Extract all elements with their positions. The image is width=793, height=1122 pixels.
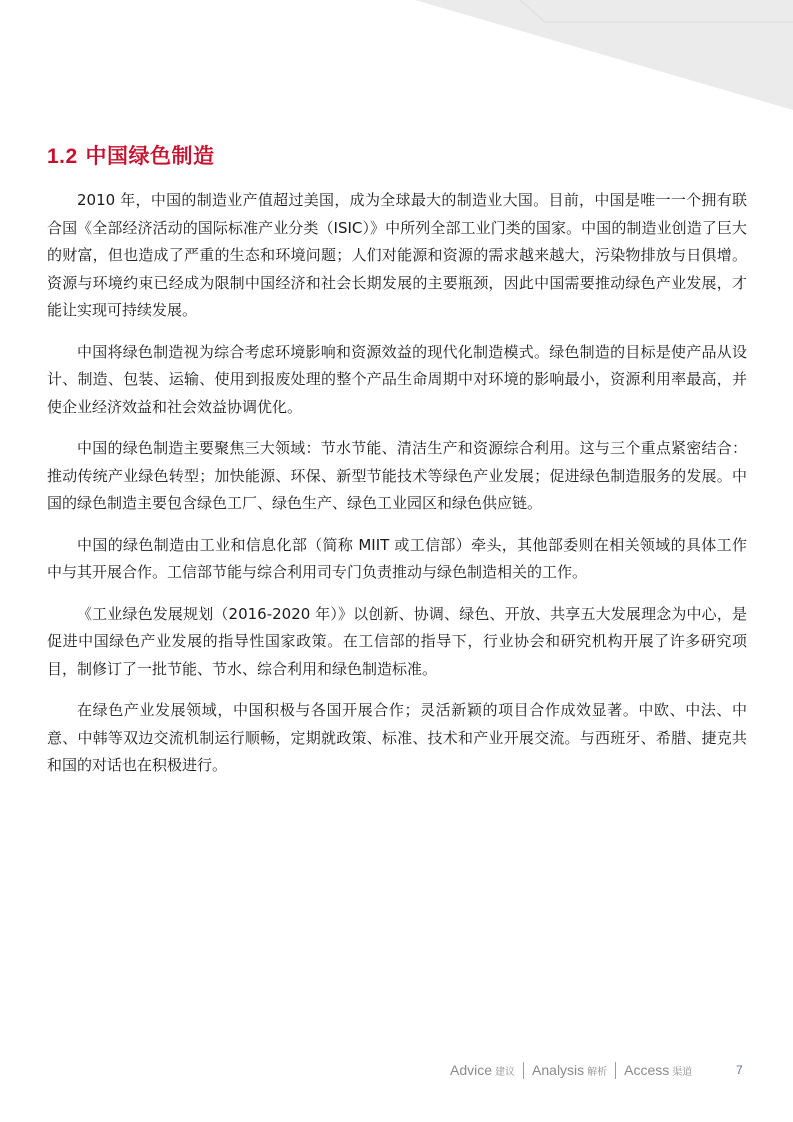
- section-title: 中国绿色制造: [85, 144, 215, 168]
- paragraph: 《工业绿色发展规划（2016-2020 年）》以创新、协调、绿色、开放、共享五大发展理念为中心，是促进中国绿色产业发展的指导性国家政策。在工信部的指导下，行业协会和研究机构开展了许多研究项目，制修订了一批节能、节水、综合利用和绿色制造标准。: [47, 604, 747, 678]
- footer-advice-en: Advice: [450, 1062, 493, 1078]
- paragraph: 中国的绿色制造主要聚焦三大领域：节水节能、清洁生产和资源综合利用。这与三个重点紧密结合：推动传统产业绿色转型；加快能源、环保、新型节能技术等绿色产业发展；促进绿色制造服务的发展。中国的绿色制造主要包含绿色工厂、绿色生产、绿色工业园区和绿色供应链。: [47, 439, 747, 512]
- section-heading: [47, 140, 215, 170]
- footer-divider: [523, 1062, 524, 1079]
- footer-access-en: Access: [624, 1062, 670, 1078]
- body-text: [47, 187, 747, 794]
- paragraph: 在绿色产业发展领域，中国积极与各国开展合作；灵活新颖的项目合作成效显著。中欧、中法、中意、中韩等双边交流机制运行顺畅，定期就政策、标准、技术和产业开展交流。与西班牙、希腊、捷克共和国的对话也在积极进行。: [47, 701, 747, 774]
- footer-divider: [615, 1062, 616, 1079]
- section-number: 1.2: [47, 145, 78, 168]
- paragraph: 中国的绿色制造由工业和信息化部（简称 MIIT 或工信部）牵头，其他部委则在相关领域的具体工作中与其开展合作。工信部节能与综合利用司专门负责推动与绿色制造相关的工作。: [47, 535, 747, 581]
- footer-analysis-cn: 解析: [587, 1066, 608, 1078]
- corner-stripe-shape: [415, 0, 793, 110]
- corner-decoration: [0, 0, 793, 110]
- footer-analysis-en: Analysis: [532, 1062, 585, 1078]
- page-footer: [450, 1058, 750, 1082]
- page-number: 7: [736, 1063, 743, 1077]
- footer-access-cn: 渠道: [672, 1066, 693, 1078]
- footer-advice-cn: 建议: [495, 1066, 516, 1078]
- paragraph: 中国将绿色制造视为综合考虑环境影响和资源效益的现代化制造模式。绿色制造的目标是使产品从设计、制造、包装、运输、使用到报废处理的整个产品生命周期中对环境的影响最小，资源利用率最高，并使企业经济效益和社会效益协调优化。: [47, 342, 747, 416]
- paragraph: 2010 年，中国的制造业产值超过美国，成为全球最大的制造业大国。目前，中国是唯一一个拥有联合国《全部经济活动的国际标准产业分类（ISIC）》中所列全部工业门类的国家。中国的制造业创造了巨大的财富，但也造成了严重的生态和环境问题；人们对能源和资源的需求越来越大，污染物排放与日俱增。资源与环境约束已经成为限制中国经济和社会长期发展的主要瓶颈，因此中国需要推动绿色产业发展，才能让实现可持续发展。: [47, 191, 747, 319]
